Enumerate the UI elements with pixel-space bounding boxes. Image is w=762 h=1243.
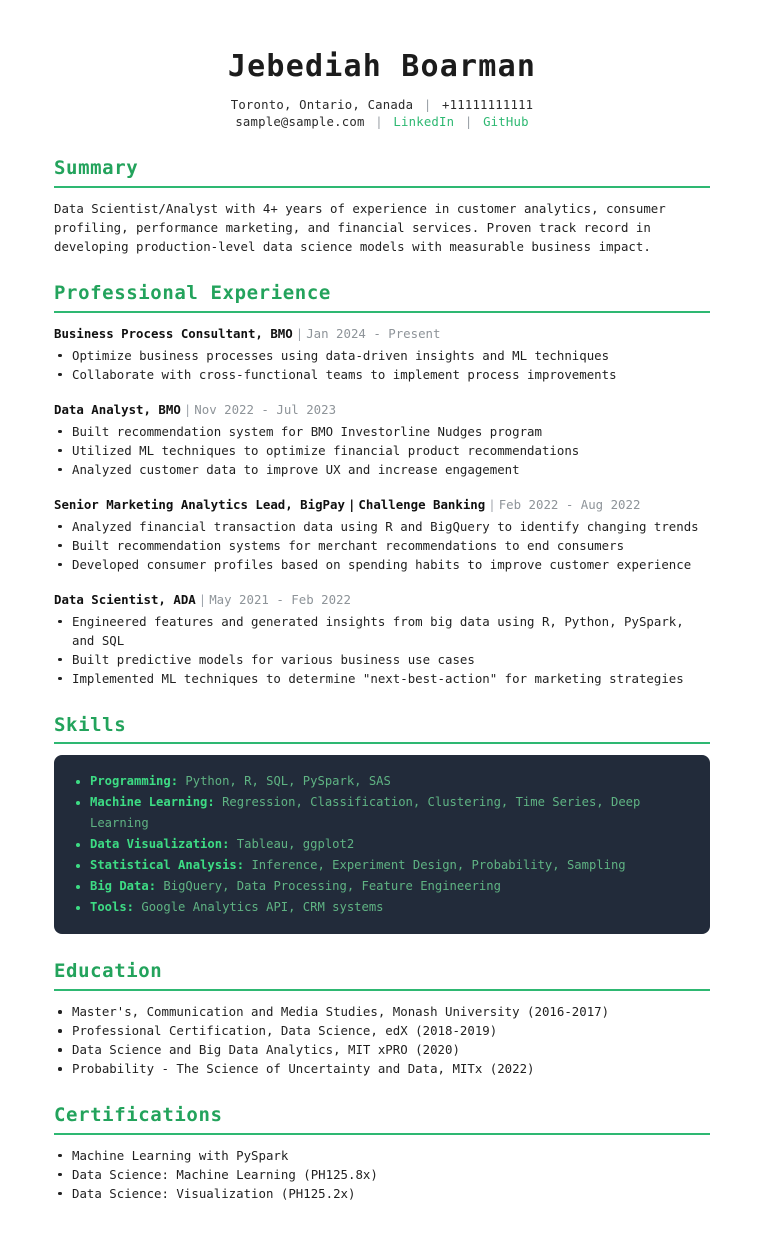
- experience-job-subtitle: Challenge Banking: [358, 496, 486, 512]
- section-rule: [54, 742, 710, 744]
- experience-job-title: Data Scientist, ADA: [54, 591, 196, 607]
- experience-bullet-list: [54, 346, 710, 384]
- skill-item: [70, 771, 692, 792]
- certification-item: Data Science: Machine Learning (PH125.8x): [54, 1165, 710, 1184]
- section-title-skills: Skills: [54, 713, 127, 736]
- certifications-list: [54, 1146, 710, 1203]
- separator-pipe: |: [347, 496, 356, 512]
- linkedin-link[interactable]: LinkedIn: [393, 115, 455, 129]
- skill-category-label: Data Visualization:: [90, 837, 230, 852]
- github-link[interactable]: GitHub: [483, 115, 529, 129]
- experience-entry: [54, 324, 710, 384]
- email-text: sample@sample.com: [235, 115, 365, 129]
- experience-bullet-list: [54, 517, 710, 574]
- candidate-name: Jebediah Boarman: [227, 49, 537, 84]
- section-rule: [54, 989, 710, 991]
- phone-text: +11111111111: [442, 98, 534, 112]
- experience-entry: [54, 590, 710, 688]
- skill-value-text: Regression, Classification, Clustering, Time Series, Deep Learning: [90, 795, 641, 831]
- experience-entry-header: [54, 495, 710, 514]
- section-title-experience: Professional Experience: [54, 281, 331, 304]
- experience-bullet: Built recommendation system for BMO Investorline Nudges program: [54, 422, 710, 441]
- experience-job-title: Data Analyst, BMO: [54, 401, 181, 417]
- separator-pipe: |: [183, 401, 192, 417]
- skill-value-text: Python, R, SQL, PySpark, SAS: [185, 774, 391, 789]
- skill-category-label: Machine Learning:: [90, 795, 215, 810]
- experience-job-dates: Nov 2022 - Jul 2023: [194, 401, 337, 417]
- skill-value-text: Google Analytics API, CRM systems: [141, 900, 384, 915]
- location-text: Toronto, Ontario, Canada: [230, 98, 414, 112]
- education-item: Professional Certification, Data Science, edX (2018-2019): [54, 1021, 710, 1040]
- experience-job-dates: Jan 2024 - Present: [306, 325, 441, 341]
- separator-pipe: |: [488, 496, 496, 512]
- education-list: [54, 1002, 710, 1078]
- skill-category-label: Tools:: [90, 900, 135, 915]
- section-experience: [54, 282, 710, 688]
- section-title-education: Education: [54, 960, 163, 983]
- skill-item: [70, 876, 692, 897]
- summary-text: Data Scientist/Analyst with 4+ years of experience in customer analytics, consumer profiling, performance marketing, and financial services. Proven track record in developing production-level data science models with measurable business impact.: [54, 200, 666, 254]
- contact-line-secondary: [54, 114, 710, 131]
- separator-pipe: |: [295, 325, 304, 341]
- separator-pipe: |: [464, 115, 473, 129]
- skill-item: [70, 897, 692, 918]
- separator-pipe: |: [198, 591, 207, 607]
- experience-entry-header: [54, 324, 710, 343]
- resume-header: [54, 50, 710, 131]
- section-rule: [54, 186, 710, 188]
- experience-bullet: Collaborate with cross-functional teams to implement process improvements: [54, 365, 710, 384]
- separator-pipe: |: [423, 98, 432, 112]
- experience-job-dates: Feb 2022 - Aug 2022: [498, 496, 641, 512]
- section-skills: [54, 714, 710, 935]
- experience-job-dates: May 2021 - Feb 2022: [209, 591, 351, 607]
- skill-category-label: Programming:: [90, 774, 179, 789]
- experience-bullet: Built recommendation systems for merchant recommendations to end consumers: [54, 536, 710, 555]
- experience-bullet-list: [54, 422, 710, 479]
- experience-entry-header: [54, 590, 710, 609]
- skill-value-text: Tableau, ggplot2: [236, 837, 355, 852]
- experience-bullet: Analyzed customer data to improve UX and increase engagement: [54, 460, 710, 479]
- education-item: Probability - The Science of Uncertainty and Data, MITx (2022): [54, 1059, 710, 1078]
- experience-bullet: Utilized ML techniques to optimize financial product recommendations: [54, 441, 710, 460]
- section-certifications: [54, 1104, 710, 1203]
- experience-bullet: Implemented ML techniques to determine "next-best-action" for marketing strategies: [54, 669, 710, 688]
- section-education: [54, 960, 710, 1078]
- skill-item: [70, 792, 692, 834]
- certification-item: Machine Learning with PySpark: [54, 1146, 710, 1165]
- experience-entry: [54, 400, 710, 479]
- experience-list: [54, 324, 710, 688]
- section-rule: [54, 1133, 710, 1135]
- experience-bullet: Engineered features and generated insights from big data using R, Python, PySpark, and SQL: [54, 612, 710, 650]
- section-title-certifications: Certifications: [54, 1104, 223, 1126]
- experience-bullet: Analyzed financial transaction data using R and BigQuery to identify changing trends: [54, 517, 710, 536]
- experience-bullet: Built predictive models for various business use cases: [54, 650, 710, 669]
- certification-item: Data Science: Visualization (PH125.2x): [54, 1184, 710, 1203]
- skill-value-text: BigQuery, Data Processing, Feature Engineering: [163, 879, 501, 894]
- separator-pipe: |: [375, 115, 383, 129]
- contact-line-primary: [54, 97, 710, 114]
- experience-bullet: Optimize business processes using data-driven insights and ML techniques: [54, 346, 710, 365]
- experience-job-title: Senior Marketing Analytics Lead, BigPay: [54, 496, 345, 512]
- skill-category-label: Statistical Analysis:: [90, 858, 245, 873]
- section-summary: [54, 157, 710, 256]
- skill-value-text: Inference, Experiment Design, Probability, Sampling: [251, 858, 626, 873]
- skills-list: [70, 771, 692, 918]
- education-item: Data Science and Big Data Analytics, MIT xPRO (2020): [54, 1040, 710, 1059]
- experience-job-title: Business Process Consultant, BMO: [54, 325, 293, 341]
- experience-bullet-list: [54, 612, 710, 688]
- skill-item: [70, 855, 692, 876]
- section-rule: [54, 311, 710, 313]
- skill-category-label: Big Data:: [90, 879, 157, 894]
- experience-entry: [54, 495, 710, 574]
- education-item: Master's, Communication and Media Studies, Monash University (2016-2017): [54, 1002, 710, 1021]
- section-title-summary: Summary: [54, 157, 139, 179]
- experience-bullet: Developed consumer profiles based on spending habits to improve customer experience: [54, 555, 710, 574]
- skill-item: [70, 834, 692, 855]
- skills-panel: [54, 755, 710, 934]
- experience-entry-header: [54, 400, 710, 419]
